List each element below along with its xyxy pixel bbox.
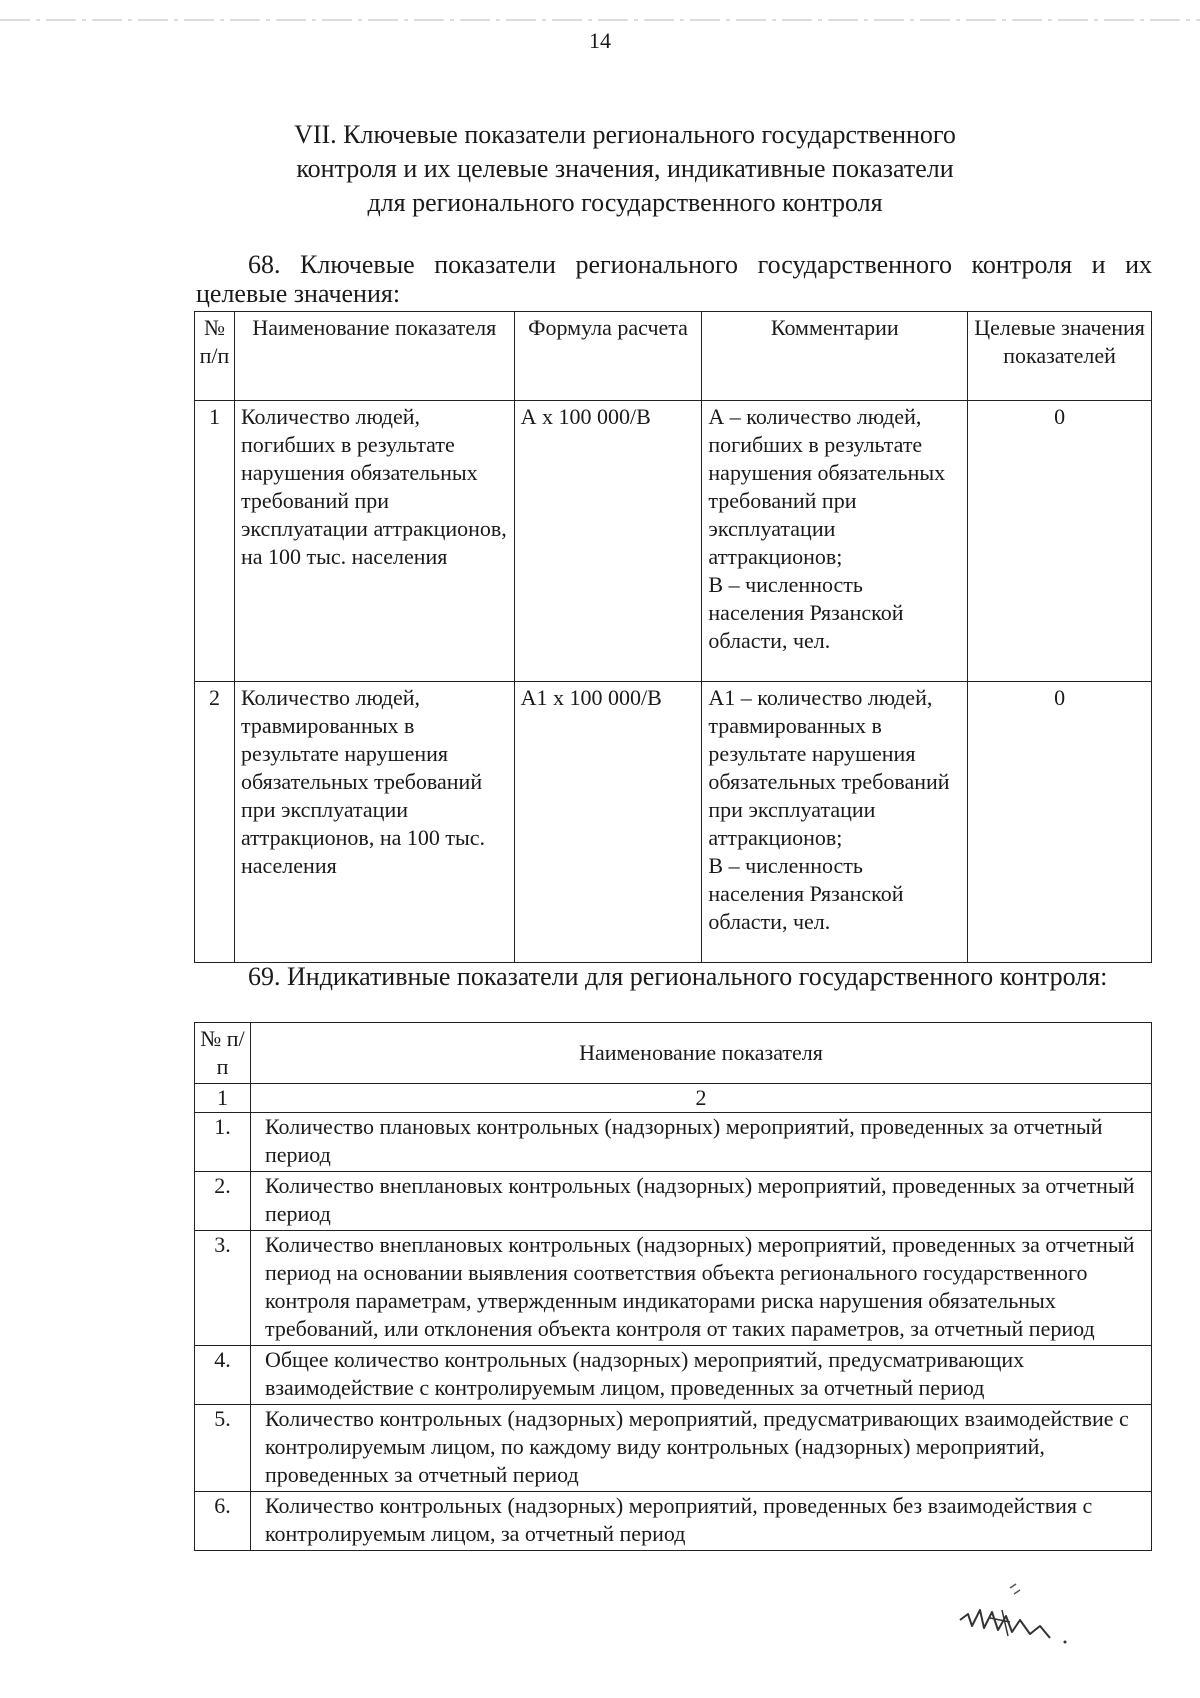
column-header-name: Наименование показателя: [234, 312, 514, 401]
table-header-row: [195, 1023, 1152, 1084]
column-header-target: Целевые значения показателей: [968, 312, 1152, 401]
table-row: [195, 1231, 1152, 1346]
table-index-row: [195, 1084, 1152, 1113]
indicator-name: Количество контрольных (надзорных) мероприятий, проведенных без взаимодействия с контролируемым лицом, за отчетный период: [250, 1492, 1151, 1551]
paragraph-68: [196, 250, 1152, 308]
column-header-number: № п/п: [195, 312, 235, 401]
table-row: [195, 1172, 1152, 1231]
paragraph-68-text: 68. Ключевые показатели регионального государственного контроля и их целевые значения:: [196, 250, 1152, 308]
table-row: [195, 682, 1152, 963]
page-number: 14: [589, 28, 611, 53]
indicator-name: Количество плановых контрольных (надзорных) мероприятий, проведенных за отчетный период: [250, 1113, 1151, 1172]
table-header-row: [195, 312, 1152, 401]
column-header-comments: Комментарии: [702, 312, 968, 401]
indicator-name: Общее количество контрольных (надзорных) мероприятий, предусматривающих взаимодействие с контролируемым лицом, проведенных за отчетный период: [250, 1346, 1151, 1405]
indicator-name: Количество людей, погибших в результате нарушения обязательных требований при эксплуатации аттракционов, на 100 тыс. населения: [234, 401, 514, 682]
row-number: 6.: [195, 1492, 251, 1551]
comment-line: А1 – количество людей, травмированных в результате нарушения обязательных требований при эксплуатации аттракционов;: [708, 685, 950, 850]
indicator-name: Количество внеплановых контрольных (надзорных) мероприятий, проведенных за отчетный период: [250, 1172, 1151, 1231]
section-title-line: контроля и их целевые значения, индикативные показатели: [296, 154, 954, 183]
row-number: 1.: [195, 1113, 251, 1172]
indicator-comment: [702, 401, 968, 682]
indicator-comment: [702, 682, 968, 963]
comment-line: А – количество людей, погибших в результате нарушения обязательных требований при эксплуатации аттракционов;: [708, 404, 946, 569]
row-number: 3.: [195, 1231, 251, 1346]
section-title-line: для регионального государственного контроля: [367, 188, 883, 217]
column-index: 1: [195, 1084, 251, 1113]
table-row: [195, 1492, 1152, 1551]
column-header-number: № п/п: [195, 1023, 251, 1084]
scan-edge-line: [0, 18, 1200, 22]
row-number: 2: [195, 682, 235, 963]
indicative-indicators-table: [194, 1022, 1152, 1551]
paragraph-69: [196, 962, 1152, 991]
column-header-name: Наименование показателя: [250, 1023, 1151, 1084]
target-value: 0: [968, 682, 1152, 963]
table-row: [195, 1405, 1152, 1492]
row-number: 1: [195, 401, 235, 682]
column-index: 2: [250, 1084, 1151, 1113]
key-indicators-table: [194, 311, 1152, 963]
indicator-name: Количество контрольных (надзорных) мероприятий, предусматривающих взаимодействие с контролируемым лицом, по каждому виду контрольных (надзорных) мероприятий, проведенных за отчетный период: [250, 1405, 1151, 1492]
comment-line: В – численность населения Рязанской области, чел.: [708, 853, 904, 934]
handwritten-signature: [950, 1580, 1100, 1660]
target-value: 0: [968, 401, 1152, 682]
section-title: [200, 118, 1050, 220]
comment-line: В – численность населения Рязанской области, чел.: [708, 572, 904, 653]
row-number: 2.: [195, 1172, 251, 1231]
indicator-name: Количество людей, травмированных в результате нарушения обязательных требований при эксплуатации аттракционов, на 100 тыс. населения: [234, 682, 514, 963]
table-row: [195, 1113, 1152, 1172]
column-header-formula: Формула расчета: [514, 312, 702, 401]
table-row: [195, 1346, 1152, 1405]
indicator-formula: А1 х 100 000/В: [514, 682, 702, 963]
row-number: 5.: [195, 1405, 251, 1492]
paragraph-69-text: 69. Индикативные показатели для регионального государственного контроля:: [248, 962, 1108, 991]
row-number: 4.: [195, 1346, 251, 1405]
indicator-formula: А х 100 000/В: [514, 401, 702, 682]
section-title-line: VII. Ключевые показатели регионального государственного: [294, 120, 956, 149]
indicator-name: Количество внеплановых контрольных (надзорных) мероприятий, проведенных за отчетный период на основании выявления соответствия объекта регионального государственного контроля параметрам, утвержденным индикаторами риска нарушения обязательных требований, или отклонения объекта контроля от таких параметров, за отчетный период: [250, 1231, 1151, 1346]
table-row: [195, 401, 1152, 682]
